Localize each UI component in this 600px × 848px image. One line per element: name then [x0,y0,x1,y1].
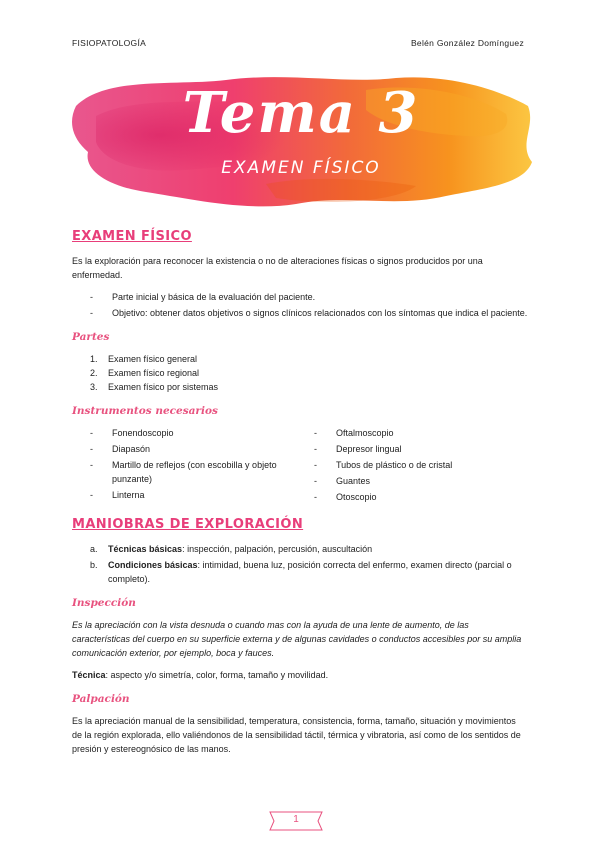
section-heading-examen: EXAMEN FÍSICO [72,229,192,244]
page-number-badge [268,810,324,832]
subheading-inspeccion: Inspección [72,597,136,609]
list-item: 1. Examen físico general [90,354,198,364]
intro-paragraph: Es la exploración para reconocer la existencia o no de alteraciones físicas o signos producidos por una enfermedad. [72,256,483,280]
list-item: - Parte inicial y básica de la evaluación del paciente. [90,290,528,304]
main-content [72,230,528,764]
list-item: - Otoscopio [314,490,528,504]
list-item: - Fonendoscopio [90,426,304,440]
maniobras-list [72,542,528,586]
subheading-partes: Partes [72,331,110,343]
list-item: - Objetivo: obtener datos objetivos o signos clínicos relacionados con los síntomas que indica el paciente. [90,306,528,320]
section-heading-maniobras: MANIOBRAS DE EXPLORACIÓN [72,517,304,532]
list-item: - Tubos de plástico o de cristal [314,458,528,472]
list-item: 2. Examen físico regional [90,368,200,378]
list-item: b. Condiciones básicas: intimidad, buena luz, posición correcta del enfermo, examen directo (parcial o completo). [90,560,512,584]
inspeccion-paragraph: Es la apreciación con la vista desnuda o cuando mas con la ayuda de una lente de aumento, de las características del cuerpo en su superficie externa y de algunas cavidades o conductos accesibles por su amplia comunicación exterior, por ejemplo, boca y fauces. [72,620,522,658]
list-item: - Depresor lingual [314,442,528,456]
title-banner [66,66,536,216]
list-item: - Linterna [90,488,304,502]
list-item: - Oftalmoscopio [314,426,528,440]
list-item: 3. Examen físico por sistemas [90,382,219,392]
page-subtitle: EXAMEN FÍSICO [221,158,381,178]
instrumentos-list-right [314,426,528,506]
inspeccion-tecnica: Técnica: aspecto y/o simetría, color, forma, tamaño y movilidad. [72,670,329,680]
instrumentos-list-left [90,426,304,506]
header-course: FISIOPATOLOGÍA [72,38,147,48]
instrumentos-columns [72,426,528,512]
page-title: Tema 3 [182,80,420,146]
list-item: - Guantes [314,474,528,488]
subheading-palpacion: Palpación [72,693,130,705]
list-item: a. Técnicas básicas: inspección, palpación, percusión, auscultación [90,544,373,554]
page-number: 1 [293,814,299,825]
partes-list [72,352,528,394]
list-item: - Martillo de reflejos (con escobilla y objeto punzante) [90,458,304,486]
palpacion-paragraph: Es la apreciación manual de la sensibilidad, temperatura, consistencia, forma, tamaño, situación y movimientos de la región explorada, ello valiéndonos de la sensibilidad táctil, térmica y vibratoria, así como de los sentidos de presión y estereognósico de las manos. [72,716,521,754]
intro-bullets [90,290,528,320]
header-author: Belén González Domínguez [410,38,524,48]
list-item: - Diapasón [90,442,304,456]
subheading-instrumentos: Instrumentos necesarios [72,405,218,417]
